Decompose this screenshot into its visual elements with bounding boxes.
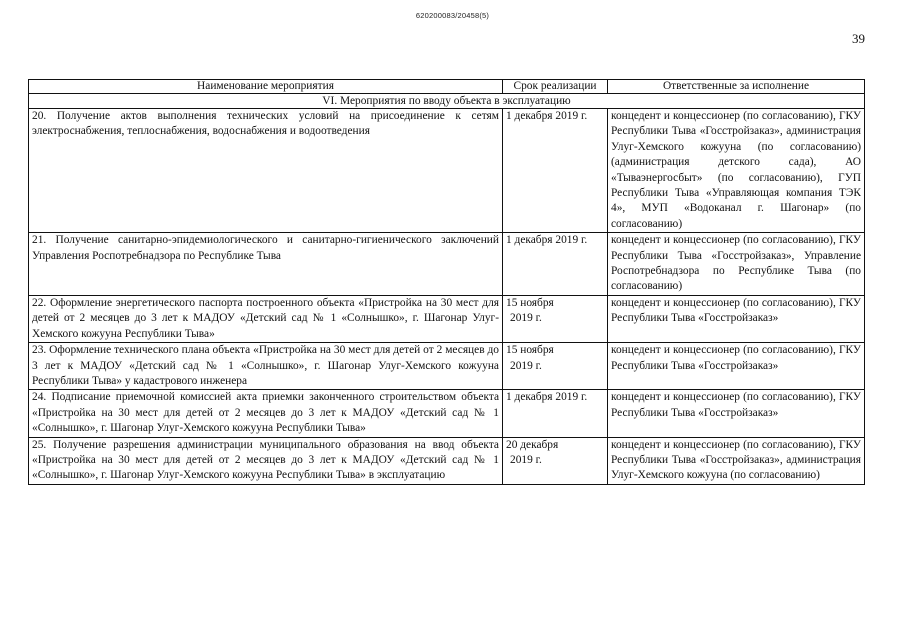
deadline-line: 2019 г.	[510, 359, 542, 372]
measure-responsible: концедент и концессионер (по согласованию), ГКУ Республики Тыва «Госстройзаказ»	[608, 390, 865, 437]
deadline-line: 20 декабря	[506, 438, 559, 451]
section-title: VI. Мероприятия по вводу объекта в эксплуатацию	[29, 94, 865, 109]
deadline-line: 1 декабря 2019 г.	[506, 234, 588, 247]
column-header-responsible: Ответственные за исполнение	[608, 80, 865, 94]
table-row	[29, 437, 865, 484]
measure-name: 21. Получение санитарно-эпидемиологического и санитарно-гигиенического заключений Управления Роспотребнадзора по Республике Тыва	[29, 233, 503, 296]
deadline-line: 15 ноября	[506, 296, 554, 309]
measure-deadline	[503, 343, 608, 390]
measure-deadline	[503, 295, 608, 342]
measure-responsible: концедент и концессионер (по согласованию), ГКУ Республики Тыва «Госстройзаказ»	[608, 295, 865, 342]
measure-deadline	[503, 233, 608, 296]
deadline-line: 1 декабря 2019 г.	[506, 110, 588, 122]
measure-responsible: концедент и концессионер (по согласованию), ГКУ Республики Тыва «Госстройзаказ», администрация Улуг-Хемского кожууна (по согласованию) (администрация детского сада), АО «Тываэнергосбыт» (по согласованию), ГУП Республики Тыва «Управляющая компания ТЭК 4», МУП «Водоканал г. Шагонар» (по согласованию)	[608, 109, 865, 233]
measure-deadline	[503, 109, 608, 233]
measure-name: 25. Получение разрешения администрации муниципального образования на ввод объекта «Пристройка на 30 мест для детей от 2 месяцев до 3 лет к МАДОУ «Детский сад № 1 «Солнышко», г. Шагонар Улуг-Хемского кожууна Республики Тыва» в эксплуатацию	[29, 437, 503, 484]
table-row	[29, 390, 865, 437]
deadline-line: 15 ноября	[506, 344, 554, 357]
measure-responsible: концедент и концессионер (по согласованию), ГКУ Республики Тыва «Госстройзаказ», Управление Роспотребнадзора по Республике Тыва (по согласованию)	[608, 233, 865, 296]
section-row	[29, 94, 865, 109]
measure-responsible: концедент и концессионер (по согласованию), ГКУ Республики Тыва «Госстройзаказ», администрация Улуг-Хемского кожууна (по согласованию)	[608, 437, 865, 484]
table-row	[29, 295, 865, 342]
table-row	[29, 109, 865, 233]
measure-responsible: концедент и концессионер (по согласованию), ГКУ Республики Тыва «Госстройзаказ»	[608, 343, 865, 390]
measures-table	[28, 79, 865, 485]
table-row	[29, 343, 865, 390]
measure-deadline	[503, 390, 608, 437]
page-number: 39	[852, 31, 865, 46]
table-header-row	[29, 80, 865, 94]
deadline-line: 1 декабря 2019 г.	[506, 391, 588, 404]
measure-name: 22. Оформление энергетического паспорта построенного объекта «Пристройка на 30 мест для детей от 2 месяцев до 3 лет к МАДОУ «Детский сад № 1 «Солнышко», г. Шагонар Улуг-Хемского кожууна Республики Тыва»	[29, 295, 503, 342]
column-header-deadline: Срок реализации	[503, 80, 608, 94]
deadline-line: 2019 г.	[510, 453, 542, 466]
measure-name: 23. Оформление технического плана объекта «Пристройка на 30 мест для детей от 2 месяцев до 3 лет к МАДОУ «Детский сад № 1 «Солнышко», г. Шагонар Улуг-Хемского кожууна Республики Тыва» у кадастрового инженера	[29, 343, 503, 390]
table-row	[29, 233, 865, 296]
document-id: 620200083/20458(5)	[415, 11, 490, 20]
column-header-name: Наименование мероприятия	[29, 80, 503, 94]
measure-name: 20. Получение актов выполнения технических условий на присоединение к сетям электроснабжения, теплоснабжения, водоснабжения и водоотведения	[29, 109, 503, 233]
measure-deadline	[503, 437, 608, 484]
deadline-line: 2019 г.	[510, 312, 542, 325]
measure-name: 24. Подписание приемочной комиссией акта приемки законченного строительством объекта «Пристройка на 30 мест для детей от 2 месяцев до 3 лет к МАДОУ «Детский сад № 1 «Солнышко», г. Шагонар Улуг-Хемского кожууна Республики Тыва»	[29, 390, 503, 437]
